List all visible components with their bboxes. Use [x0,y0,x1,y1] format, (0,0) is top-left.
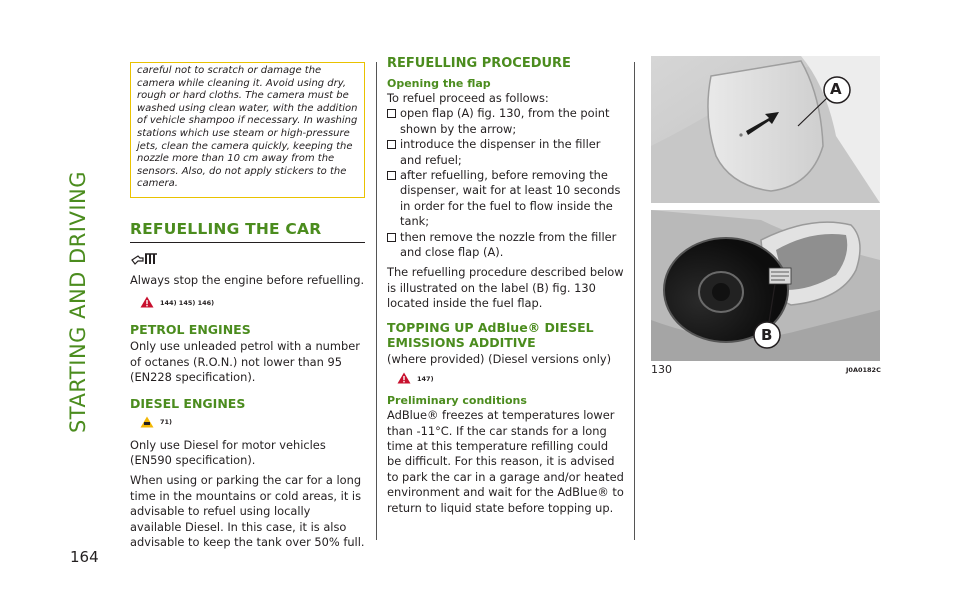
heading-adblue: TOPPING UP AdBlue® DIESEL EMISSIONS ADDITIVE [387,319,594,350]
warning-icon [140,293,154,312]
bullet-box-icon [387,140,396,149]
label-b: B [761,326,773,344]
adblue-text: AdBlue® freezes at temperatures lower than -11°C. If the car stands for a long time at this temperature refilling could be difficult. For this reason, it is advised to park the car in a garage and/or heated environment and wait for the AdBlue® to return to liquid state before topping up. [387,408,624,515]
warning-refs-text: 147) [417,374,434,383]
page-number: 164 [70,548,99,566]
petrol-text: Only use unleaded petrol with a number of octanes (R.O.N.) not lower than 95 (EN228 specification). [130,339,360,385]
heading-opening-the-flap: Opening the flap [387,77,491,90]
bullet-box-icon [387,171,396,180]
engine-off-icon [130,251,365,271]
adblue-subtitle: (where provided) (Diesel versions only) [387,351,612,366]
column-divider [376,62,377,540]
engine-off-text: Always stop the engine before refuelling. [130,272,365,287]
figure-code: J0A0182C [846,366,881,374]
warning-icon [397,369,411,388]
diesel-text-1: Only use Diesel for motor vehicles (EN590 specification). [130,437,326,467]
heading-petrol-engines: PETROL ENGINES [130,322,251,338]
heading-diesel-engines: DIESEL ENGINES [130,395,246,411]
caution-refs [140,413,365,432]
middle-column [387,56,624,521]
heading-preliminary-conditions: Preliminary conditions [387,394,527,408]
left-column [130,62,365,555]
list-item: introduce the dispenser in the filler and refuel; [387,137,624,168]
fuel-flap-open-photo [651,210,880,361]
figure-number: 130 [651,363,672,376]
label-a: A [830,80,842,98]
warning-refs-text: 144) 145) 146) [160,298,215,307]
bullet-box-icon [387,109,396,118]
camera-care-note: careful not to scratch or damage the camera while cleaning it. Avoid using dry, rough or hard cloths. The camera must be washed using clean water, with the addition of vehicle shampoo if necessary. In washing stations which use steam or high-pressure jets, clean the camera quickly, keeping the nozzle more than 10 cm away from the sensors. Also, do not apply stickers to the camera. [130,62,365,198]
bullet-box-icon [387,233,396,242]
list-item: after refuelling, before removing the dispenser, wait for at least 10 seconds in order for the fuel to flow inside the tank; [387,168,624,230]
procedure-intro: To refuel proceed as follows: [387,91,549,105]
section-side-title: STARTING AND DRIVING [66,170,90,434]
warning-refs-1 [140,293,365,312]
caution-icon [140,413,154,432]
warning-refs-3 [397,369,624,388]
label-text: The refuelling procedure described below is illustrated on the label (B) fig. 130 located inside the fuel flap. [387,265,624,311]
caution-refs-text: 71) [160,418,173,427]
list-item: open flap (A) fig. 130, from the point shown by the arrow; [387,106,624,137]
heading-refuelling-procedure: REFUELLING PROCEDURE [387,56,571,71]
fuel-flap-closed-photo [651,56,880,203]
heading-refuelling-the-car: REFUELLING THE CAR [130,220,365,243]
diesel-text-2: When using or parking the car for a long time in the mountains or cold areas, it is advisable to refuel using locally available Diesel. In this case, it is also advisable to keep the tank over 50% full. [130,473,365,549]
column-divider [634,62,635,540]
list-item: then remove the nozzle from the filler and close flap (A). [387,230,624,261]
